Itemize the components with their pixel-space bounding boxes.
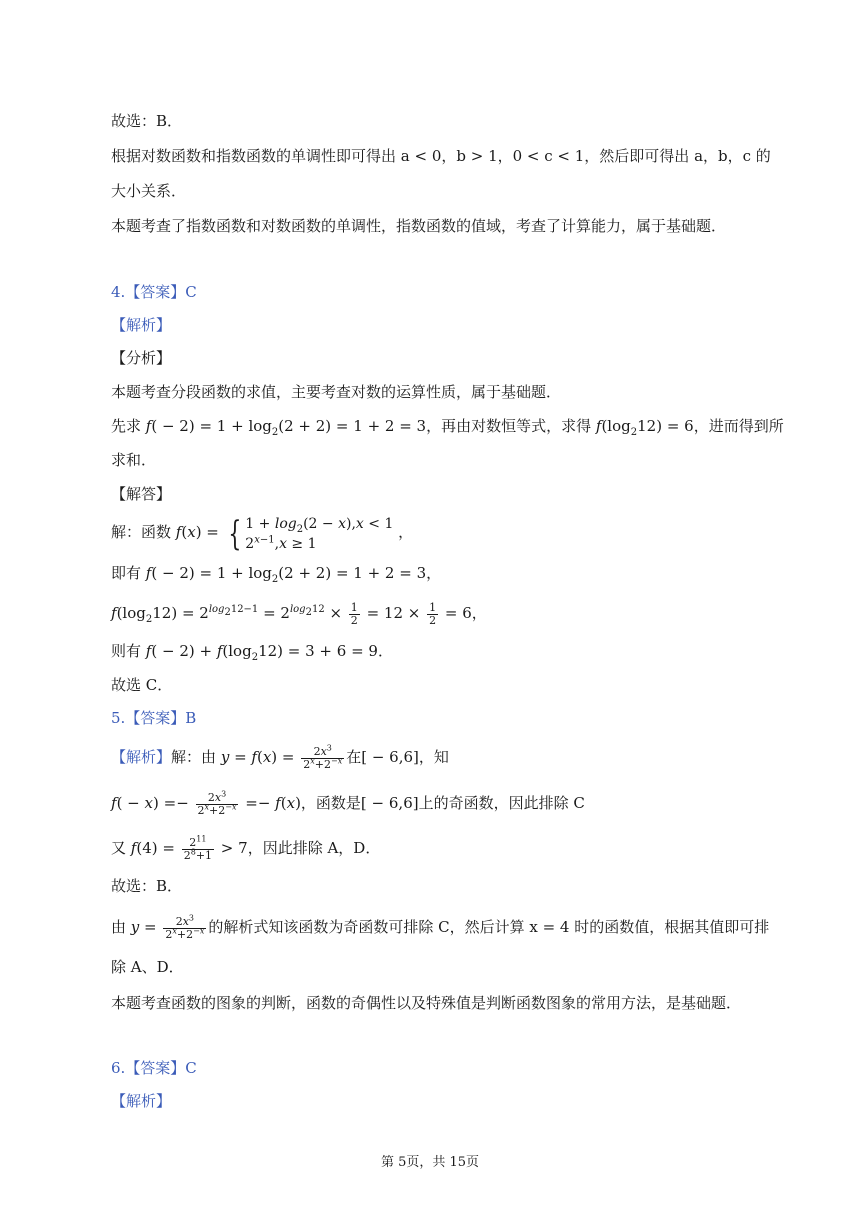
section-label-jiexi: 【解析】 — [111, 748, 172, 766]
page-footer: 第 5页，共 15页 — [380, 1155, 480, 1170]
math-line: $f(\log_212) = 2^{log_212-1} = 2^{log_212}$ × $\frac{1}{2}$ = 12 × $\frac{1}{2}$ = 6， — [111, 600, 487, 627]
section-label-jieda: 【解答】 — [111, 485, 172, 503]
text-fragment: 的解析式知该函数为奇函数可排除 C，然后计算 x = 4 时的函数值，根据其值即可排 — [208, 918, 770, 936]
text-fragment: 解：函数 — [111, 523, 172, 541]
section-label-fenxi: 【分析】 — [111, 349, 172, 367]
text-fragment: ，因此排除 A，D． — [247, 839, 381, 857]
text-line: 本题考查分段函数的求值，主要考查对数的运算性质，属于基础题． — [111, 383, 562, 401]
section-label-jiexi: 【解析】 — [111, 316, 172, 334]
text-fragment: 由 — [111, 918, 127, 936]
math-line: 【解析】解：由 y = f(x) = $\frac{2x^3}{2^x+2^{-x}}$ 在[ − 6,6]，知 — [111, 742, 449, 771]
section-label-jiexi: 【解析】 — [111, 1092, 172, 1110]
text-fragment: ，函数是[ − 6,6]上的奇函数，因此排除 C — [300, 794, 585, 812]
text-line: 本题考查函数的图象的判断，函数的奇偶性以及特殊值是判断函数图象的常用方法，是基础题． — [111, 994, 742, 1012]
math-line: 即有 $f( - 2) = 1 + \log_2(2 + 2) = 1 + 2 = 3$， — [111, 564, 442, 585]
text-line: 根据对数函数和指数函数的单调性即可得出 a < 0，b > 1，0 < c < 1，然后即可得出 a，b，c 的 — [111, 147, 771, 165]
piecewise: { $1 + \log_2(2 - x),x < 1$ $2^{x-1},x \ge 1$ — [227, 513, 394, 554]
text-line: 故选：B． — [111, 112, 183, 130]
text-fragment: 即有 — [111, 564, 142, 582]
text-line: 除 A、D． — [111, 958, 184, 976]
text-fragment: 则有 — [111, 642, 142, 660]
text-fragment: 在[ − 6,6]，知 — [346, 748, 449, 766]
math-line: f( − x) =− $\frac{2x^3}{2^x+2^{-x}}$ =− f(x)，函数是[ − 6,6]上的奇函数，因此排除 C — [111, 788, 585, 817]
text-line: 大小关系． — [111, 182, 187, 200]
math-line: 又 f(4) = $\frac{2^{11}}{2^8+1}$ > 7，因此排除 A，D． — [111, 833, 381, 862]
text-fragment: ，进而得到所 — [693, 417, 784, 435]
text-line: 故选：B． — [111, 877, 183, 895]
text-line: 本题考查了指数函数和对数函数的单调性，指数函数的值域，考查了计算能力，属于基础题． — [111, 217, 727, 235]
answer-heading-4: 4.【答案】C — [111, 283, 197, 301]
answer-heading-5: 5.【答案】B — [111, 709, 197, 727]
text-line: 故选 C． — [111, 676, 173, 694]
answer-heading-6: 6.【答案】C — [111, 1059, 197, 1077]
text-fragment: 解：由 — [171, 748, 217, 766]
math-line: 先求 $f( - 2) = 1 + \log_2(2 + 2) = 1 + 2 = 3$，再由对数恒等式，求得 $f(\log_212) = 6$，进而得到所 — [111, 417, 784, 438]
text-line: 求和． — [111, 451, 157, 469]
math-line: 解：函数 f(x) = { $1 + \log_2(2 - x),x < 1$ $2^{x-1},x \ge 1$ ， — [111, 513, 414, 554]
math-line: 由 y = $\frac{2x^3}{2^x+2^{-x}}$ 的解析式知该函数为奇函数可排除 C，然后计算 x = 4 时的函数值，根据其值即可排 — [111, 912, 770, 941]
text-fragment: 又 — [111, 839, 127, 857]
math-line: 则有 $f( - 2) + f(\log_212) = 3 + 6 = 9$． — [111, 642, 393, 663]
